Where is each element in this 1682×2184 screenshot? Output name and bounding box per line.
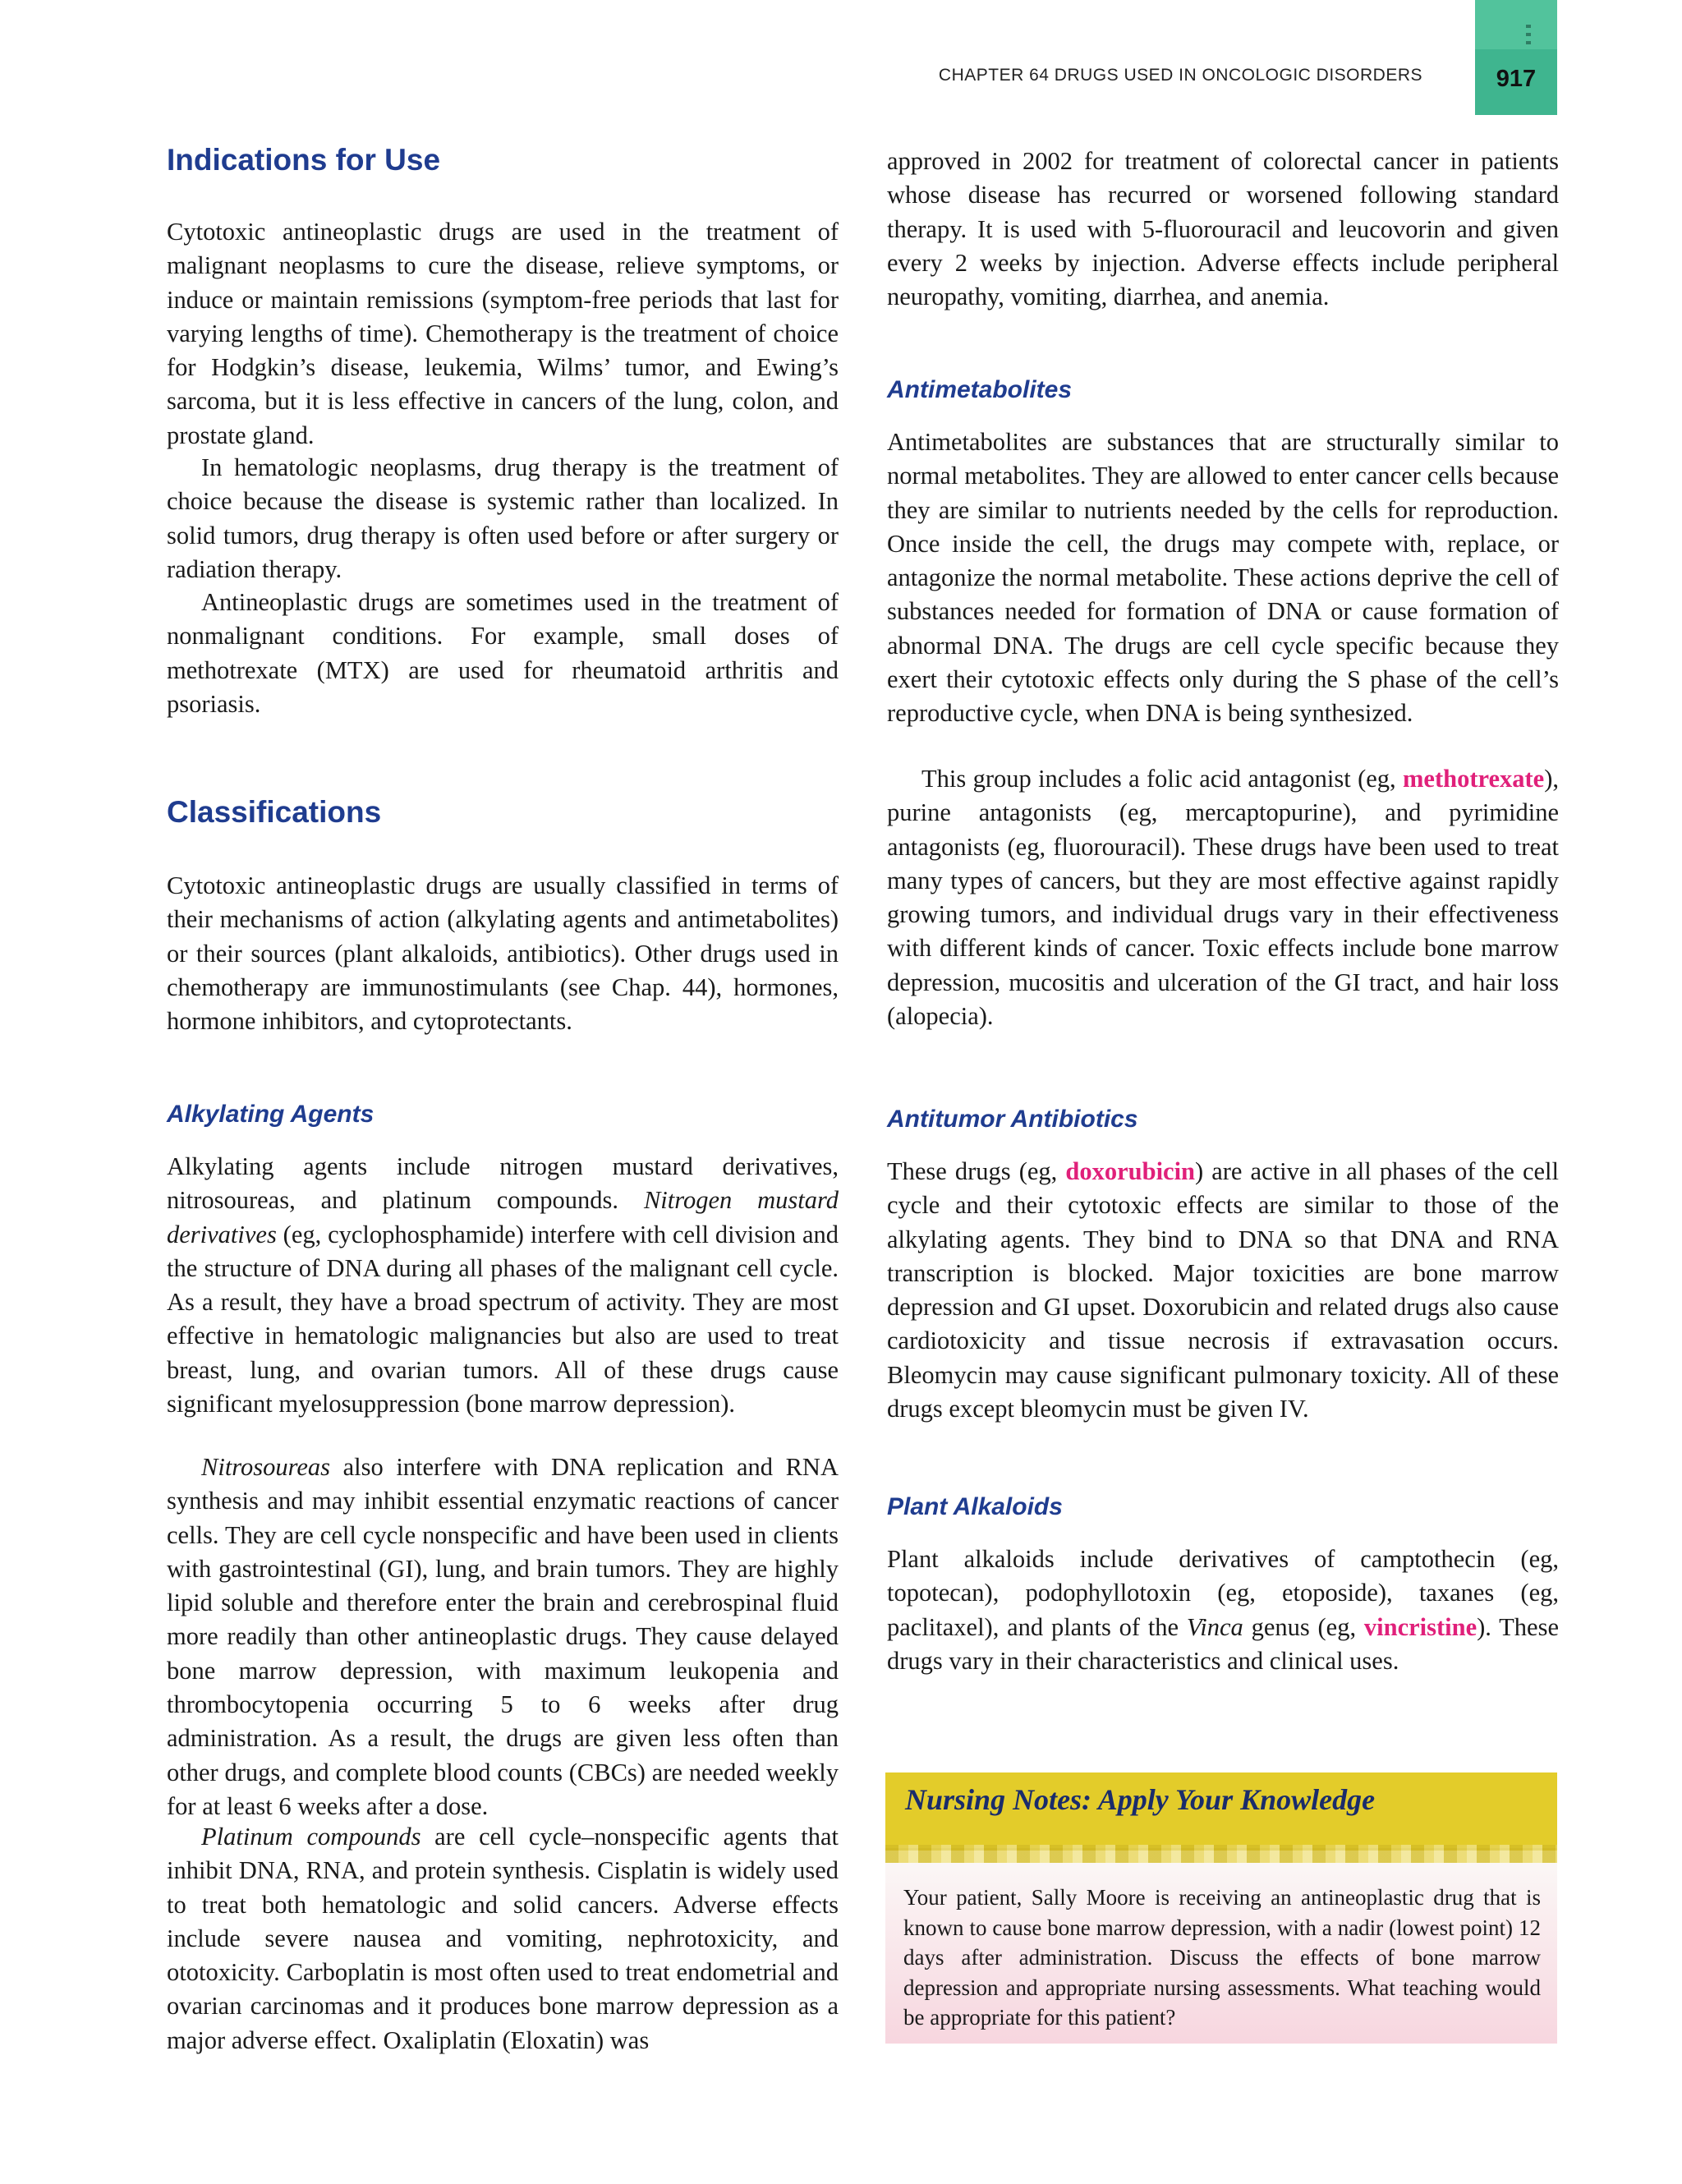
- antitumor-p1-text-b: ) are active in all phases of the cell cycle and their cytotoxic effects are similar to those of the alkylating agents. They bind to DNA so that DNA and RNA transcription is blocked. Major toxicities are bone marrow depression and GI upset. Doxorubicin and related drugs also cause cardiotoxicity and tissue necrosis if extravasation occurs. Bleomycin may cause significant pulmonary toxicity. All of these drugs except bleomycin must be given IV.: [887, 1157, 1559, 1423]
- nursing-notes-title: Nursing Notes: Apply Your Knowledge: [905, 1783, 1376, 1816]
- indications-paragraph-3: Antineoplastic drugs are sometimes used in the treatment of nonmalignant conditions. For example, small doses of methotrexate (MTX) are used for rheumatoid arthritis and psoriasis.: [167, 588, 839, 718]
- page-tab-highlight: [1475, 0, 1557, 49]
- antitumor-antibiotics-heading: Antitumor Antibiotics: [887, 1106, 1138, 1133]
- doxorubicin-drug-link[interactable]: doxorubicin: [1065, 1157, 1196, 1185]
- indications-paragraph-2: In hematologic neoplasms, drug therapy is the treatment of choice because the disease is systemic rather than localized. In solid tumors, drug therapy is often used before or after surgery or radiation therapy.: [167, 453, 839, 583]
- classifications-paragraph: Cytotoxic antineoplastic drugs are usually classified in terms of their mechanisms of action (alkylating agents and antimetabolites) or their sources (plant alkaloids, antibiotics). Other drugs used in chemotherapy are immunostimulants (see Chap. 44), hormones, hormone inhibitors, and cytoprotectants.: [167, 871, 839, 1036]
- nitrogen-mustard-term: Nitrogen mustard derivatives: [167, 1186, 839, 1248]
- plant-p1-text-a: Plant alkaloids include derivatives of camptothecin (eg, topotecan), podophyllotoxin (eg, etoposide), taxanes (eg, paclitaxel), and plants of the: [887, 1545, 1559, 1641]
- antimetabolites-p2-text-b: ), purine antagonists (eg, mercaptopurine), and pyrimidine antagonists (eg, fluorouracil). These drugs have been used to treat many types of cancers, but they are most effective against rapidly growing tumors, and individual drugs vary in their effectiveness with different kinds of cancer. Toxic effects include bone marrow depression, mucositis and ulceration of the GI tract, and hair loss (alopecia).: [887, 765, 1559, 1031]
- alkylating-p3-text: are cell cycle–nonspecific agents that inhibit DNA, RNA, and protein synthesis. Cisplatin is widely used to treat both hematologic and solid cancers. Adverse effects include severe nausea and vomiting, nephrotoxicity, and ototoxicity. Carboplatin is most often used to treat endometrial and ovarian carcinomas and it produces bone marrow depression as a major adverse effect. Oxaliplatin (Eloxatin) was: [167, 1823, 839, 2054]
- alkylating-agents-heading: Alkylating Agents: [167, 1101, 375, 1128]
- plant-p1-text-c: ). These drugs vary in their characteristics and clinical uses.: [887, 1612, 1559, 1675]
- plant-alkaloids-heading: Plant Alkaloids: [887, 1493, 1063, 1520]
- indications-heading: Indications for Use: [167, 143, 441, 177]
- vinca-genus-term: Vinca: [1186, 1612, 1243, 1641]
- nursing-notes-text: Your patient, Sally Moore is receiving an antineoplastic drug that is known to cause bone marrow depression, with a nadir (lowest point) 12 days after administration. Discuss the effects of bone marrow depression and appropriate nursing assessments. What teaching would be appropriate for this patient?: [903, 1885, 1541, 2030]
- antitumor-paragraph: [887, 1155, 1559, 1426]
- antimetabolites-paragraph-1: Antimetabolites are substances that are structurally similar to normal metabolites. They are allowed to enter cancer cells because they are similar to nutrients needed by the cells for reproduction. Once inside the cell, the drugs may compete with, replace, or antagonize the normal metabolite. These actions deprive the cell of substances needed for formation of DNA or cause formation of abnormal DNA. The drugs are cell cycle specific because they exert their cytotoxic effects only during the S phase of the cell’s reproductive cycle, when DNA is being synthesized.: [887, 428, 1559, 728]
- vincristine-drug-link[interactable]: vincristine: [1363, 1612, 1477, 1641]
- running-head: CHAPTER 64 DRUGS USED IN ONCOLOGIC DISORDERS: [938, 66, 1422, 85]
- page-tab-marks: [1526, 25, 1531, 49]
- antimetabolites-p2-text-a: This group includes a folic acid antagonist (eg,: [921, 765, 1403, 793]
- plant-alkaloids-paragraph: [887, 1543, 1559, 1678]
- antimetabolites-paragraph-2: [887, 762, 1559, 1033]
- methotrexate-drug-link[interactable]: methotrexate: [1403, 765, 1545, 793]
- alkylating-p1-text-a: Alkylating agents include nitrogen mustard derivatives, nitrosoureas, and platinum compounds.: [167, 1152, 839, 1215]
- platinum-compounds-term: Platinum compounds: [201, 1823, 421, 1851]
- classifications-heading: Classifications: [167, 795, 382, 829]
- nursing-notes-torn-edge: [885, 1845, 1557, 1863]
- continued-paragraph: approved in 2002 for treatment of colorectal cancer in patients whose disease has recurred or worsened following standard therapy. It is used with 5-fluorouracil and leucovorin and given every 2 weeks by injection. Adverse effects include peripheral neuropathy, vomiting, diarrhea, and anemia.: [887, 147, 1559, 311]
- plant-p1-text-b: genus (eg,: [1243, 1612, 1364, 1641]
- page-number: 917: [1496, 66, 1537, 92]
- antitumor-p1-text-a: These drugs (eg,: [887, 1157, 1066, 1185]
- indications-paragraph-1: Cytotoxic antineoplastic drugs are used in the treatment of malignant neoplasms to cure the disease, relieve symptoms, or induce or maintain remissions (symptom-free periods that last for varying lengths of time). Chemotherapy is the treatment of choice for Hodgkin’s disease, leukemia, Wilms’ tumor, and Ewing’s sarcoma, but it is less effective in cancers of the lung, colon, and prostate gland.: [167, 218, 839, 449]
- alkylating-paragraph-1: [167, 1150, 839, 1421]
- alkylating-paragraph-3: [167, 1820, 839, 2058]
- alkylating-paragraph-2: [167, 1451, 839, 1823]
- nitrosoureas-term: Nitrosoureas: [201, 1453, 331, 1481]
- antimetabolites-heading: Antimetabolites: [887, 376, 1073, 403]
- alkylating-p1-text-b: (eg, cyclophosphamide) interfere with cell division and the structure of DNA during all phases of the malignant cell cycle. As a result, they have a broad spectrum of activity. They are most effective in hematologic malignancies but also are used to treat breast, lung, and ovarian tumors. All of these drugs cause significant myelosuppression (bone marrow depression).: [167, 1220, 839, 1418]
- alkylating-p2-text: also interfere with DNA replication and RNA synthesis and may inhibit essential enzymatic reactions of cancer cells. They are cell cycle nonspecific and have been used in clients with gastrointestinal (GI), lung, and brain tumors. They are highly lipid soluble and therefore enter the brain and cerebrospinal fluid more readily than other antineoplastic drugs. They cause delayed bone marrow depression, with maximum leukopenia and thrombocytopenia occurring 5 to 6 weeks after drug administration. As a result, the drugs are given less often than other drugs, and complete blood counts (CBCs) are needed weekly for at least 6 weeks after a dose.: [167, 1453, 839, 1820]
